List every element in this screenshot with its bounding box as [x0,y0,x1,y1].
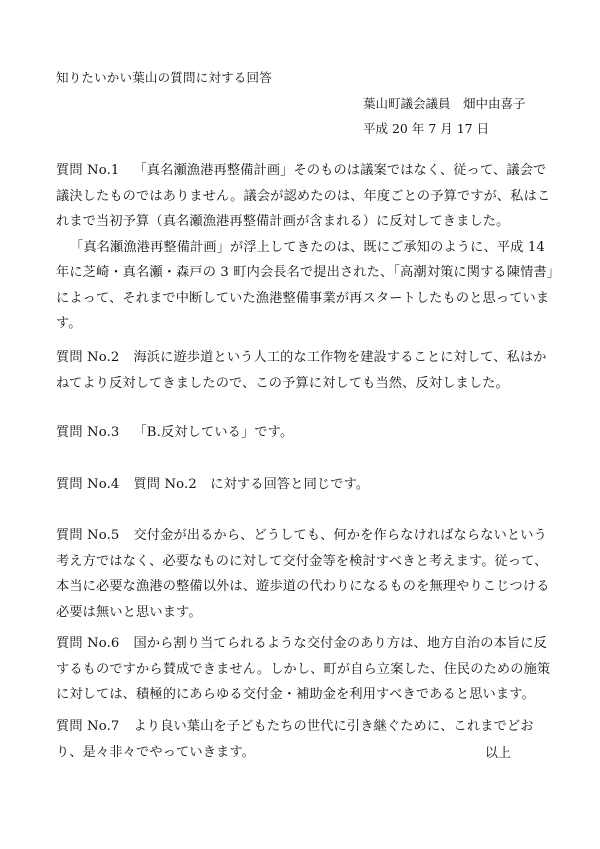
answer-3 [56,420,556,446]
document-title: 知りたいかい葉山の質問に対する回答 [56,70,272,85]
question-label: 質問 No.4 [56,477,120,492]
answer-text: より良い葉山を子どもたちの世代に引き継ぐために、これまでどおり、是々非々でやっていきます。 [56,719,534,760]
question-label: 質問 No.2 [56,350,120,365]
answer-7 [56,714,556,765]
question-label: 質問 No.5 [56,528,120,543]
answer-1 [56,158,556,337]
document-date: 平成 20 年 7 月 17 日 [363,121,490,136]
answer-text: 「B.反対している」です。 [133,425,294,440]
answer-6 [56,631,556,708]
answer-text: 質問 No.2 に対する回答と同じです。 [133,477,370,492]
answer-2 [56,345,556,396]
question-label: 質問 No.7 [56,719,120,734]
answer-5 [56,523,556,625]
question-label: 質問 No.1 [56,163,120,178]
answer-text: 「真名瀬漁港再整備計画」そのものは議案ではなく、従って、議会で議決したものではありません。議会が認めたのは、年度ごとの予算ですが、私はこれまで当初予算（真名瀬漁港再整備計画が含まれる）に反対してきました。 [56,163,551,229]
closing-mark: 以上 [485,746,512,761]
answer-text: 国から割り当てられるような交付金のあり方は、地方自治の本旨に反するものですから賛成できません。しかし、町が自ら立案した、住民のための施策に対しては、積極的にあらゆる交付金・補助金を利用すべきであると思います。 [56,636,551,702]
answer-4 [56,472,556,498]
author-line: 葉山町議会議員 畑中由喜子 [363,96,526,111]
answer-text: 交付金が出るから、どうしても、何かを作らなければならないという考え方ではなく、必要なものに対して交付金等を検討すべきと考えます。従って、本当に必要な漁港の整備以外は、遊歩道の代わりになるものを無理やりこじつける必要は無いと思います。 [56,528,550,620]
answer-text: 海浜に遊歩道という人工的な工作物を建設することに対して、私はかねてより反対してきましたので、この予算に対しても当然、反対しました。 [56,350,547,391]
question-label: 質問 No.6 [56,636,120,651]
question-label: 質問 No.3 [56,425,120,440]
answer-text: 「真名瀬漁港再整備計画」が浮上してきたのは、既にご承知のように、平成 14 年に芝崎・真名瀬・森戸の 3 町内会長名で提出された、「高潮対策に関する陳情書」によって、それまで中断していた漁港整備事業が再スタートしたものと思っています。 [56,239,554,331]
